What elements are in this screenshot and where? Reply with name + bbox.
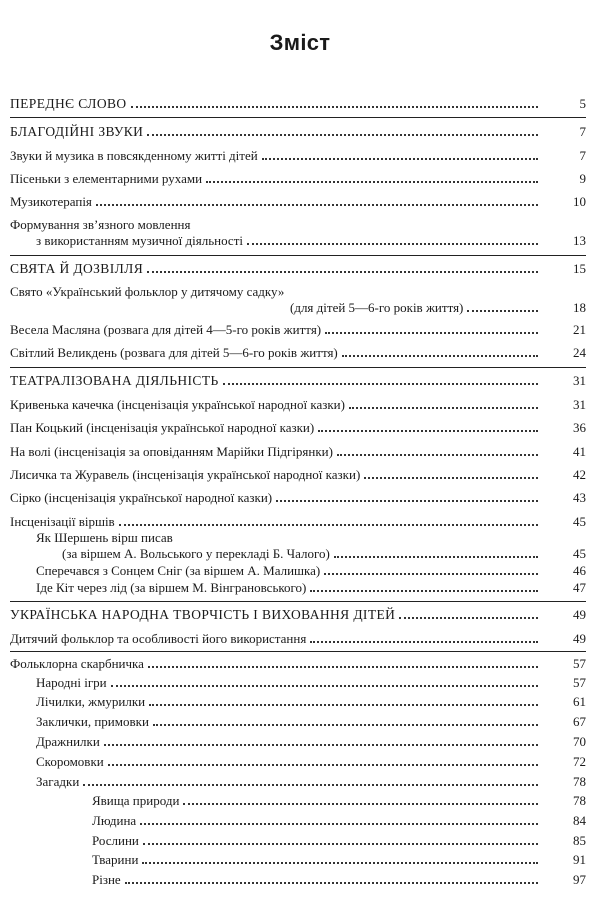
toc-entry-label: Тварини <box>92 852 139 867</box>
toc-entry-label: (за віршем А. Вольського у перекладі Б. Чалого) <box>62 546 330 561</box>
toc-entry-label: Явища природи <box>92 793 180 808</box>
dot-leader <box>334 556 538 558</box>
toc-entry-page: 78 <box>573 774 586 789</box>
toc-entry-label: Сперечався з Сонцем Сніг (за віршем А. Малишка) <box>36 563 321 578</box>
dot-leader <box>131 106 538 108</box>
toc-entry-page: 31 <box>573 373 586 388</box>
toc-entry-label: Інсценізації віршів <box>10 514 115 529</box>
toc-entry-label: Дражнилки <box>36 734 100 749</box>
toc-entry-label: Звуки й музика в повсякденному житті дітей <box>10 148 258 163</box>
dot-leader <box>247 243 538 245</box>
toc-entry-page: 57 <box>573 675 586 690</box>
toc-entry-label: Весела Масляна (розвага для дітей 4—5-го років життя) <box>10 322 322 337</box>
toc-entry-page: 47 <box>573 580 586 595</box>
dot-leader <box>148 666 538 668</box>
dot-leader <box>183 803 538 805</box>
toc-entry-page: 72 <box>573 754 586 769</box>
toc-entry-label: Лисичка та Журавель (інсценізація української народної казки) <box>10 467 361 482</box>
dot-leader <box>262 158 538 160</box>
toc-entry-page: 18 <box>573 300 586 315</box>
dot-leader <box>147 271 538 273</box>
toc-entry-page: 70 <box>573 734 586 749</box>
toc-entry-page: 91 <box>573 852 586 867</box>
toc-entry-label: ПЕРЕДНЄ СЛОВО <box>10 96 127 111</box>
dot-leader <box>337 454 538 456</box>
toc-entry-label: Фольклорна скарбничка <box>10 656 144 671</box>
toc-entry-page: 13 <box>573 233 586 248</box>
dot-leader <box>140 823 538 825</box>
toc-entry-page: 78 <box>573 793 586 808</box>
toc-entry-label: Загадки <box>36 774 80 789</box>
dot-leader <box>142 862 538 864</box>
toc-entry-page: 45 <box>573 546 586 561</box>
page-title: Зміст <box>269 30 331 55</box>
section-divider <box>10 651 586 652</box>
dot-leader <box>310 590 538 592</box>
toc-entry-label: Рослини <box>92 833 139 848</box>
toc-entry-label: Сірко (інсценізація української народної казки) <box>10 490 273 505</box>
toc-entry-page: 84 <box>573 813 586 828</box>
dot-leader <box>125 882 538 884</box>
toc-entry-label: Заклички, примовки <box>36 714 149 729</box>
dot-leader <box>143 843 538 845</box>
toc-entry-label: Іде Кіт через лід (за віршем М. Вінграновського) <box>36 580 307 595</box>
toc-entry-label-line1: Свято «Український фольклор у дитячому садку» <box>10 284 285 299</box>
dot-leader <box>108 764 538 766</box>
dot-leader <box>149 704 538 706</box>
dot-leader <box>364 477 538 479</box>
toc-entry-label: Різне <box>92 872 121 887</box>
dot-leader <box>349 407 538 409</box>
dot-leader <box>206 181 538 183</box>
toc-entry-page: 9 <box>579 171 586 186</box>
toc-entry-label: Пісеньки з елементарними рухами <box>10 171 203 186</box>
toc-entry-page: 49 <box>573 631 586 646</box>
toc-entry-label: На волі (інсценізація за оповіданням Марійки Підгірянки) <box>10 444 333 459</box>
toc-entry-label: УКРАЇНСЬКА НАРОДНА ТВОРЧІСТЬ І ВИХОВАННЯ ДІТЕЙ <box>10 607 396 622</box>
toc-entry-page: 21 <box>573 322 586 337</box>
toc-entry-label: Скоромовки <box>36 754 104 769</box>
section-divider <box>10 367 586 368</box>
toc-entry-page: 42 <box>573 467 586 482</box>
toc-entry-page: 5 <box>579 96 586 111</box>
toc-entry-page: 7 <box>579 124 586 139</box>
toc-entry-page: 46 <box>573 563 586 578</box>
toc-entry-page: 43 <box>573 490 586 505</box>
toc-entry-page: 10 <box>573 194 586 209</box>
toc-entry-page: 41 <box>573 444 586 459</box>
dot-leader <box>104 744 538 746</box>
section-divider <box>10 601 586 602</box>
toc-entry-label: Народні ігри <box>36 675 107 690</box>
toc-entry-page: 24 <box>573 345 586 360</box>
dot-leader <box>324 573 538 575</box>
toc-entry-page: 15 <box>573 261 586 276</box>
toc-entry-page: 67 <box>573 714 586 729</box>
dot-leader <box>399 617 538 619</box>
toc-entry-label: Людина <box>92 813 137 828</box>
dot-leader <box>467 310 538 312</box>
toc-entry-page: 36 <box>573 420 586 435</box>
dot-leader <box>96 204 538 206</box>
dot-leader <box>83 784 538 786</box>
toc-entry-page: 97 <box>573 872 586 887</box>
toc-entry-label-line1: Формування зв’язного мовлення <box>10 217 191 232</box>
toc-entry-label: Музикотерапія <box>10 194 92 209</box>
toc-entry-page: 31 <box>573 397 586 412</box>
dot-leader <box>342 355 538 357</box>
dot-leader <box>111 685 538 687</box>
toc-entry-page: 45 <box>573 514 586 529</box>
toc-entry-label: БЛАГОДІЙНІ ЗВУКИ <box>10 124 144 139</box>
toc-entry-label: Лічилки, жмурилки <box>36 694 146 709</box>
dot-leader <box>147 134 538 136</box>
dot-leader <box>223 383 538 385</box>
toc-entry-page: 7 <box>579 148 586 163</box>
toc-entry-label: Світлий Великдень (розвага для дітей 5—6-го років життя) <box>10 345 338 360</box>
dot-leader <box>153 724 538 726</box>
section-divider <box>10 117 586 118</box>
toc-entry-label: з використанням музичної діяльності <box>36 233 243 248</box>
dot-leader <box>325 332 538 334</box>
toc-entry-label: Кривенька качечка (інсценізація української народної казки) <box>10 397 345 412</box>
toc-entry-page: 61 <box>573 694 586 709</box>
toc-entry-page: 85 <box>573 833 586 848</box>
toc-entry-page: 49 <box>573 607 586 622</box>
toc-entry-label: ТЕАТРАЛІЗОВАНА ДІЯЛЬНІСТЬ <box>10 373 219 388</box>
toc-entry-label: СВЯТА Й ДОЗВІЛЛЯ <box>10 261 144 276</box>
toc-entry-label-line1: Як Шершень вірш писав <box>36 530 173 545</box>
dot-leader <box>119 524 538 526</box>
toc-entry-label: (для дітей 5—6-го років життя) <box>290 300 464 315</box>
dot-leader <box>310 641 538 643</box>
toc-entry-page: 57 <box>573 656 586 671</box>
dot-leader <box>276 500 538 502</box>
toc-entry-label: Пан Коцький (інсценізація української народної казки) <box>10 420 315 435</box>
section-divider <box>10 255 586 256</box>
toc-entry-label: Дитячий фольклор та особливості його використання <box>10 631 307 646</box>
dot-leader <box>318 430 538 432</box>
